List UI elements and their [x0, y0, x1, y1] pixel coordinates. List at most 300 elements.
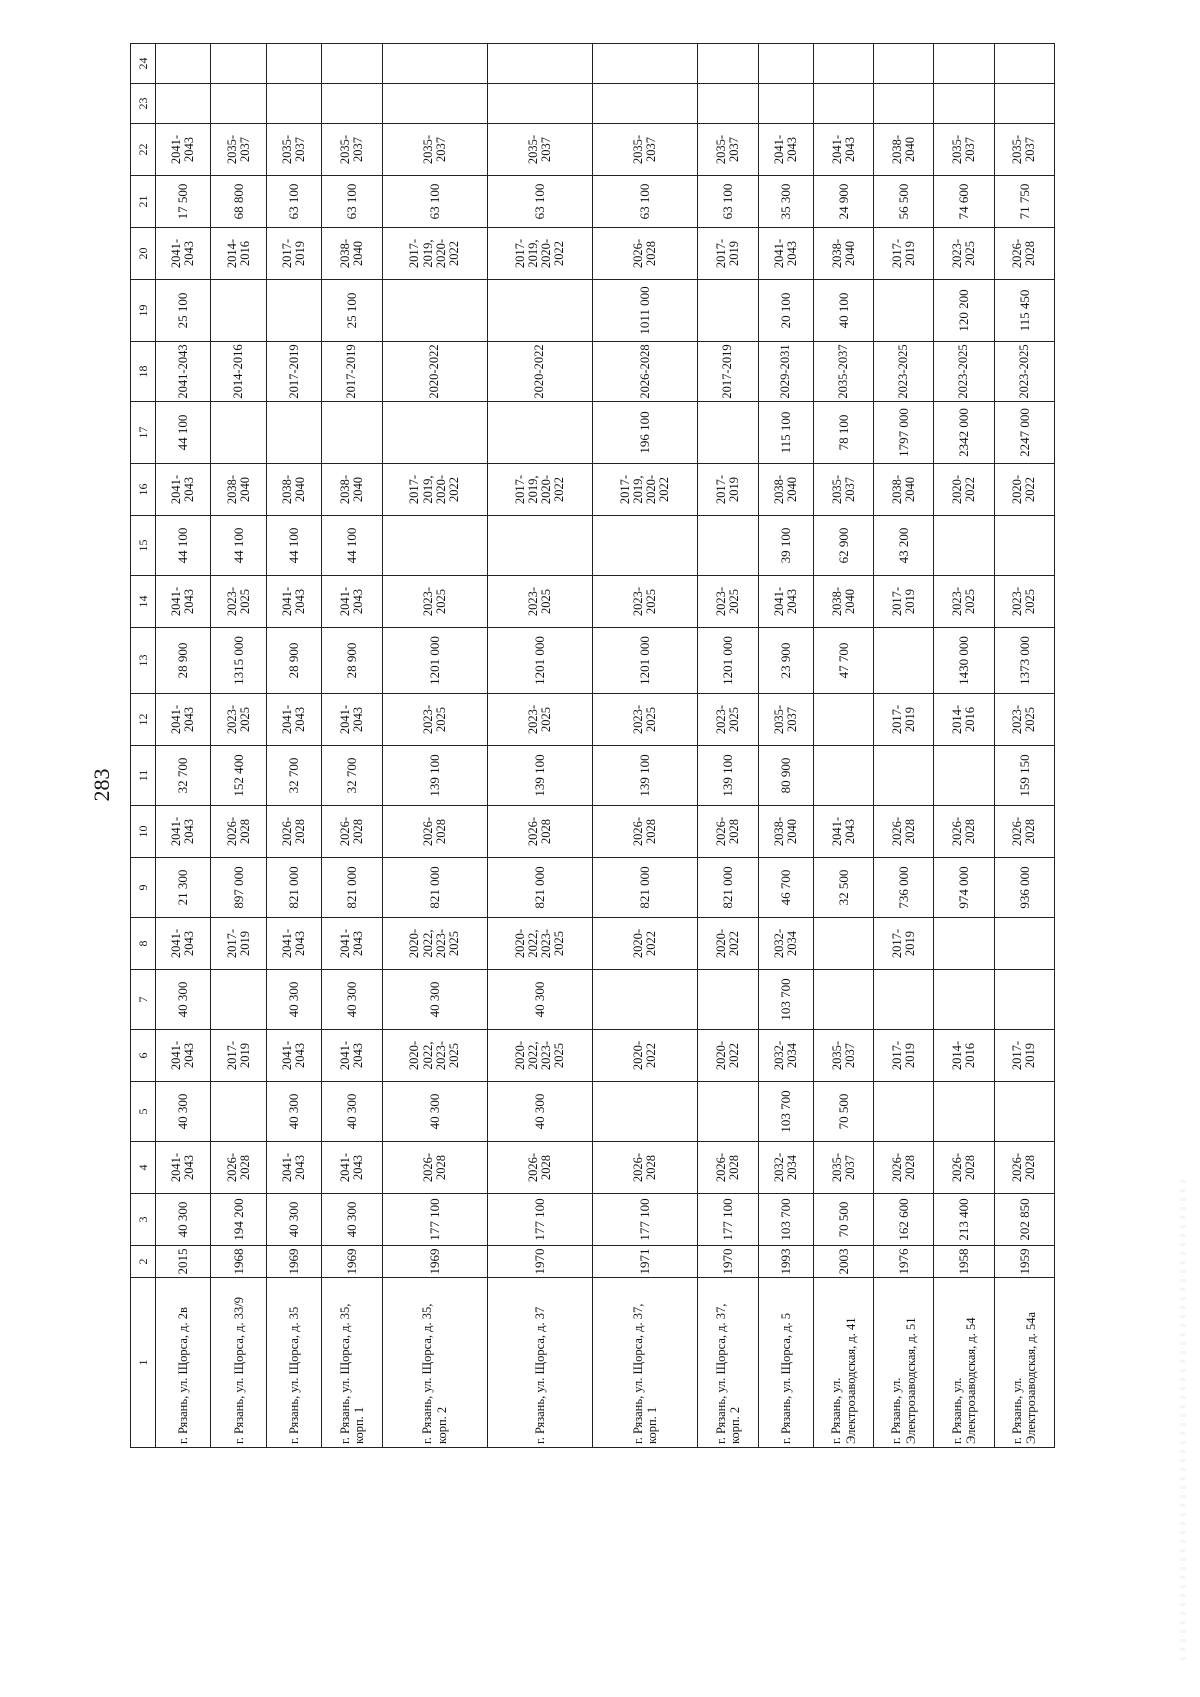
table-cell: 2041-2043 — [266, 576, 321, 628]
table-cell: 35 300 — [758, 176, 813, 228]
address-cell: г. Рязань, ул. Щорса, д. 35, корп. 2 — [382, 1278, 487, 1448]
table-cell: 2026-2028 — [487, 806, 592, 858]
table-cell: 40 300 — [266, 1194, 321, 1246]
table-cell: 2041-2043 — [322, 1142, 382, 1194]
table-cell — [156, 84, 211, 124]
table-cell: 120 200 — [934, 280, 994, 342]
table-cell: 2035-2037 — [934, 124, 994, 176]
table-cell: 2017-2019, 2020-2022 — [593, 464, 698, 516]
table-cell: 1797 000 — [874, 402, 934, 464]
table-cell — [698, 1082, 758, 1142]
table-cell — [698, 402, 758, 464]
table-cell: 2023-2025 — [487, 694, 592, 746]
table-cell: 2041-2043 — [266, 694, 321, 746]
table-cell: 2020-2022 — [593, 1030, 698, 1082]
table-cell: 2041-2043 — [266, 1142, 321, 1194]
table-row — [156, 44, 211, 1448]
table-cell: 2038-2040 — [874, 464, 934, 516]
table-cell: 23 900 — [758, 628, 813, 694]
column-header-15: 15 — [131, 516, 156, 576]
table-cell: 2026-2028 — [593, 228, 698, 280]
table-cell: 2035-2037 — [698, 124, 758, 176]
table-cell: 1969 — [322, 1246, 382, 1278]
table-cell: 1958 — [934, 1246, 994, 1278]
table-cell — [322, 84, 382, 124]
table-cell: 2020-2022 — [382, 342, 487, 402]
page-number: 283 — [89, 768, 114, 802]
table-cell — [934, 970, 994, 1030]
table-cell: 2026-2028 — [382, 806, 487, 858]
table-cell: 2014-2016 — [211, 342, 266, 402]
table-cell: 2026-2028 — [211, 806, 266, 858]
table-cell: 1011 000 — [593, 280, 698, 342]
table-cell: 2035-2037 — [266, 124, 321, 176]
table-cell: 70 500 — [814, 1082, 874, 1142]
table-cell: 1315 000 — [211, 628, 266, 694]
table-cell: 2017-2019 — [211, 1030, 266, 1082]
table-cell: 2017-2019 — [874, 576, 934, 628]
scan-edge-artifact — [1180, 1180, 1186, 1660]
table-cell: 2023-2025 — [593, 694, 698, 746]
column-header-9: 9 — [131, 858, 156, 918]
table-cell: 40 300 — [487, 970, 592, 1030]
table-cell: 202 850 — [994, 1194, 1054, 1246]
table-cell: 2041-2043 — [156, 918, 211, 970]
table-cell: 2017-2019, 2020-2022 — [487, 228, 592, 280]
table-cell: 25 100 — [322, 280, 382, 342]
table-cell — [814, 918, 874, 970]
table-cell: 2035-2037 — [758, 694, 813, 746]
table-cell: 2026-2028 — [934, 806, 994, 858]
table-cell: 2026-2028 — [593, 806, 698, 858]
column-header-12: 12 — [131, 694, 156, 746]
column-header-24: 24 — [131, 44, 156, 84]
table-cell — [487, 280, 592, 342]
table-cell: 2023-2025 — [934, 576, 994, 628]
address-cell: г. Рязань, ул. Электрозаводская, д. 54 — [934, 1278, 994, 1448]
table-cell: 2041-2043 — [758, 228, 813, 280]
table-cell: 2020-2022 — [698, 1030, 758, 1082]
table-cell — [382, 44, 487, 84]
table-cell — [211, 44, 266, 84]
table-cell — [487, 402, 592, 464]
table-cell: 897 000 — [211, 858, 266, 918]
table-cell: 1201 000 — [698, 628, 758, 694]
table-cell: 2026-2028 — [874, 1142, 934, 1194]
table-cell: 2014-2016 — [934, 1030, 994, 1082]
table-cell: 2020-2022 — [593, 918, 698, 970]
table-cell — [994, 516, 1054, 576]
header-row — [131, 44, 156, 1448]
table-cell: 25 100 — [156, 280, 211, 342]
table-row — [322, 44, 382, 1448]
table-cell: 32 700 — [156, 746, 211, 806]
table-cell — [156, 44, 211, 84]
table-cell: 40 300 — [266, 970, 321, 1030]
table-cell: 2038-2040 — [266, 464, 321, 516]
table-cell: 2041-2043 — [156, 228, 211, 280]
table-row — [934, 44, 994, 1448]
table-cell: 1959 — [994, 1246, 1054, 1278]
table-cell — [814, 970, 874, 1030]
table-cell: 74 600 — [934, 176, 994, 228]
table-cell — [382, 516, 487, 576]
table-cell: 974 000 — [934, 858, 994, 918]
table-cell — [266, 280, 321, 342]
table-cell — [211, 970, 266, 1030]
table-cell: 2247 000 — [994, 402, 1054, 464]
column-header-16: 16 — [131, 464, 156, 516]
table-cell: 63 100 — [593, 176, 698, 228]
table-cell: 40 300 — [156, 970, 211, 1030]
table-cell: 2032-2034 — [758, 1142, 813, 1194]
table-cell: 2017-2019 — [266, 342, 321, 402]
table-cell: 2026-2028 — [593, 342, 698, 402]
table-cell: 2041-2043 — [156, 124, 211, 176]
table-row — [487, 44, 592, 1448]
table-cell: 1993 — [758, 1246, 813, 1278]
table-body — [156, 44, 1055, 1448]
table-cell: 2035-2037 — [487, 124, 592, 176]
table-cell — [593, 516, 698, 576]
table-cell — [211, 1082, 266, 1142]
table-cell: 1970 — [698, 1246, 758, 1278]
table-cell: 2020-2022 — [934, 464, 994, 516]
table-cell — [211, 84, 266, 124]
table-cell: 2041-2043 — [758, 576, 813, 628]
table-cell — [266, 402, 321, 464]
table-cell — [382, 84, 487, 124]
address-cell: г. Рязань, ул. Электрозаводская, д. 51 — [874, 1278, 934, 1448]
table-cell: 2023-2025 — [382, 576, 487, 628]
table-cell: 2026-2028 — [698, 1142, 758, 1194]
table-cell: 821 000 — [698, 858, 758, 918]
table-cell: 2023-2025 — [211, 694, 266, 746]
table-cell: 2038-2040 — [814, 576, 874, 628]
table-cell — [211, 402, 266, 464]
table-cell: 21 300 — [156, 858, 211, 918]
address-cell: г. Рязань, ул. Щорса, д. 33/9 — [211, 1278, 266, 1448]
table-cell: 56 500 — [874, 176, 934, 228]
table-cell: 2041-2043 — [322, 918, 382, 970]
table-cell: 2038-2040 — [758, 464, 813, 516]
table-cell — [758, 44, 813, 84]
table-cell: 2041-2043 — [814, 124, 874, 176]
table-cell — [322, 402, 382, 464]
table-cell: 2023-2025 — [593, 576, 698, 628]
table-cell: 2038-2040 — [211, 464, 266, 516]
table-cell — [266, 84, 321, 124]
table-cell: 2017-2019 — [322, 342, 382, 402]
table-cell: 2041-2043 — [156, 1142, 211, 1194]
table-cell: 2017-2019 — [698, 228, 758, 280]
column-header-2: 2 — [131, 1246, 156, 1278]
column-header-23: 23 — [131, 84, 156, 124]
table-cell — [814, 84, 874, 124]
table-cell: 70 500 — [814, 1194, 874, 1246]
table-cell: 2017-2019 — [698, 342, 758, 402]
table-cell: 2023-2025 — [934, 342, 994, 402]
column-header-21: 21 — [131, 176, 156, 228]
table-cell: 821 000 — [382, 858, 487, 918]
table-cell: 115 450 — [994, 280, 1054, 342]
table-row — [593, 44, 698, 1448]
table-cell: 821 000 — [593, 858, 698, 918]
table-cell: 28 900 — [156, 628, 211, 694]
table-cell: 2023-2025 — [487, 576, 592, 628]
table-cell: 2017-2019 — [698, 464, 758, 516]
table-cell: 2023-2025 — [211, 576, 266, 628]
table-cell: 40 300 — [266, 1082, 321, 1142]
table-cell: 40 300 — [382, 970, 487, 1030]
table-cell — [994, 970, 1054, 1030]
table-cell: 40 100 — [814, 280, 874, 342]
table-cell: 2026-2028 — [266, 806, 321, 858]
table-cell: 2017-2019 — [874, 1030, 934, 1082]
table-cell: 736 000 — [874, 858, 934, 918]
table-cell: 1970 — [487, 1246, 592, 1278]
table-cell: 62 900 — [814, 516, 874, 576]
table-cell: 1201 000 — [487, 628, 592, 694]
table-cell — [874, 280, 934, 342]
table-cell: 2026-2028 — [874, 806, 934, 858]
table-cell: 2017-2019, 2020-2022 — [382, 228, 487, 280]
table-cell: 194 200 — [211, 1194, 266, 1246]
column-header-13: 13 — [131, 628, 156, 694]
table-cell — [814, 746, 874, 806]
table-cell: 2032-2034 — [758, 918, 813, 970]
table-cell — [994, 918, 1054, 970]
column-header-20: 20 — [131, 228, 156, 280]
table-cell: 43 200 — [874, 516, 934, 576]
table-cell: 2026-2028 — [934, 1142, 994, 1194]
table-cell: 2020-2022, 2023-2025 — [487, 1030, 592, 1082]
column-header-22: 22 — [131, 124, 156, 176]
table-cell: 2035-2037 — [593, 124, 698, 176]
schedule-table — [130, 43, 1055, 1448]
address-cell: г. Рязань, ул. Щорса, д. 35, корп. 1 — [322, 1278, 382, 1448]
table-cell: 2026-2028 — [698, 806, 758, 858]
table-cell: 2041-2043 — [156, 342, 211, 402]
column-header-5: 5 — [131, 1082, 156, 1142]
table-cell — [994, 1082, 1054, 1142]
table-cell: 2026-2028 — [322, 806, 382, 858]
table-cell — [698, 516, 758, 576]
table-cell: 2041-2043 — [156, 694, 211, 746]
table-cell — [814, 44, 874, 84]
table-cell: 2038-2040 — [758, 806, 813, 858]
table-cell — [487, 84, 592, 124]
table-cell: 2003 — [814, 1246, 874, 1278]
table-cell: 2041-2043 — [322, 1030, 382, 1082]
table-cell: 63 100 — [322, 176, 382, 228]
table-cell: 2026-2028 — [382, 1142, 487, 1194]
table-cell: 2026-2028 — [994, 1142, 1054, 1194]
table-cell: 2023-2025 — [994, 342, 1054, 402]
address-cell: г. Рязань, ул. Электрозаводская, д. 41 — [814, 1278, 874, 1448]
address-cell: г. Рязань, ул. Щорса, д. 2в — [156, 1278, 211, 1448]
table-cell: 2023-2025 — [994, 576, 1054, 628]
table-cell: 44 100 — [266, 516, 321, 576]
table-cell: 2029-2031 — [758, 342, 813, 402]
table-cell: 2035-2037 — [322, 124, 382, 176]
table-cell: 40 300 — [382, 1082, 487, 1142]
table-cell: 32 500 — [814, 858, 874, 918]
table-row — [874, 44, 934, 1448]
column-header-11: 11 — [131, 746, 156, 806]
table-cell — [874, 628, 934, 694]
table-cell — [266, 44, 321, 84]
table-row — [814, 44, 874, 1448]
table-cell — [593, 84, 698, 124]
column-header-14: 14 — [131, 576, 156, 628]
table-cell: 2041-2043 — [758, 124, 813, 176]
table-cell: 2026-2028 — [211, 1142, 266, 1194]
table-cell: 821 000 — [266, 858, 321, 918]
table-cell: 103 700 — [758, 1194, 813, 1246]
table-cell — [874, 1082, 934, 1142]
column-header-3: 3 — [131, 1194, 156, 1246]
column-header-17: 17 — [131, 402, 156, 464]
column-header-8: 8 — [131, 918, 156, 970]
column-header-6: 6 — [131, 1030, 156, 1082]
table-cell: 2035-2037 — [994, 124, 1054, 176]
table-cell: 2017-2019 — [266, 228, 321, 280]
table-cell: 115 100 — [758, 402, 813, 464]
table-cell: 2015 — [156, 1246, 211, 1278]
table-cell — [698, 84, 758, 124]
table-cell: 40 300 — [487, 1082, 592, 1142]
table-cell: 821 000 — [487, 858, 592, 918]
table-cell: 40 300 — [156, 1194, 211, 1246]
table-cell: 2035-2037 — [814, 1142, 874, 1194]
table-cell: 2020-2022, 2023-2025 — [382, 918, 487, 970]
table-cell: 44 100 — [322, 516, 382, 576]
table-cell — [934, 1082, 994, 1142]
table-cell: 2014-2016 — [934, 694, 994, 746]
table-cell: 2020-2022, 2023-2025 — [382, 1030, 487, 1082]
table-cell: 2038-2040 — [814, 228, 874, 280]
table-cell: 2020-2022 — [487, 342, 592, 402]
address-cell: г. Рязань, ул. Электрозаводская, д. 54а — [994, 1278, 1054, 1448]
table-cell: 1969 — [382, 1246, 487, 1278]
column-header-4: 4 — [131, 1142, 156, 1194]
table-cell: 2023-2025 — [994, 694, 1054, 746]
table-cell: 46 700 — [758, 858, 813, 918]
table-cell: 2041-2043 — [322, 694, 382, 746]
table-cell — [382, 402, 487, 464]
table-cell: 63 100 — [698, 176, 758, 228]
table-cell — [874, 746, 934, 806]
table-cell: 2017-2019 — [874, 228, 934, 280]
table-cell: 2038-2040 — [322, 464, 382, 516]
table-cell: 2035-2037 — [814, 464, 874, 516]
table-cell: 2020-2022, 2023-2025 — [487, 918, 592, 970]
table-cell — [382, 280, 487, 342]
table-cell: 2026-2028 — [994, 806, 1054, 858]
table-cell — [874, 970, 934, 1030]
table-cell: 2023-2025 — [698, 576, 758, 628]
table-row — [266, 44, 321, 1448]
table-cell: 20 100 — [758, 280, 813, 342]
table-cell: 2035-2037 — [211, 124, 266, 176]
column-header-18: 18 — [131, 342, 156, 402]
table-cell: 2035-2037 — [814, 342, 874, 402]
table-cell: 68 800 — [211, 176, 266, 228]
table-cell: 2041-2043 — [156, 464, 211, 516]
table-cell: 28 900 — [266, 628, 321, 694]
table-cell — [934, 746, 994, 806]
table-cell: 2017-2019 — [211, 918, 266, 970]
table-cell: 80 900 — [758, 746, 813, 806]
table-cell: 39 100 — [758, 516, 813, 576]
table-cell: 2038-2040 — [322, 228, 382, 280]
table-cell: 821 000 — [322, 858, 382, 918]
table-cell: 40 300 — [322, 970, 382, 1030]
table-cell: 2023-2025 — [934, 228, 994, 280]
table-cell: 152 400 — [211, 746, 266, 806]
table-cell: 28 900 — [322, 628, 382, 694]
address-cell: г. Рязань, ул. Щорса, д. 37, корп. 1 — [593, 1278, 698, 1448]
table-cell: 2041-2043 — [156, 576, 211, 628]
table-cell: 936 000 — [994, 858, 1054, 918]
table-cell — [934, 44, 994, 84]
table-cell: 196 100 — [593, 402, 698, 464]
column-header-10: 10 — [131, 806, 156, 858]
table-row — [211, 44, 266, 1448]
table-cell: 40 300 — [322, 1194, 382, 1246]
table-cell: 1430 000 — [934, 628, 994, 694]
table-row — [994, 44, 1054, 1448]
table-cell — [698, 970, 758, 1030]
table-cell: 1201 000 — [382, 628, 487, 694]
table-cell — [698, 280, 758, 342]
table-cell — [994, 44, 1054, 84]
table-cell: 78 100 — [814, 402, 874, 464]
table-cell: 2017-2019 — [994, 1030, 1054, 1082]
table-cell: 159 150 — [994, 746, 1054, 806]
table-cell: 2017-2019 — [874, 694, 934, 746]
table-cell: 2023-2025 — [382, 694, 487, 746]
table-cell — [487, 44, 592, 84]
table-cell: 44 100 — [156, 516, 211, 576]
table-cell: 139 100 — [698, 746, 758, 806]
table-cell — [874, 44, 934, 84]
table-cell: 44 100 — [211, 516, 266, 576]
table-cell: 103 700 — [758, 1082, 813, 1142]
table-cell — [698, 44, 758, 84]
table-cell: 2017-2019 — [874, 918, 934, 970]
table-cell: 2017-2019, 2020-2022 — [487, 464, 592, 516]
table-cell: 2026-2028 — [994, 228, 1054, 280]
table-row — [758, 44, 813, 1448]
table-cell: 177 100 — [487, 1194, 592, 1246]
table-cell: 2020-2022 — [698, 918, 758, 970]
table-cell: 2017-2019, 2020-2022 — [382, 464, 487, 516]
table-cell: 2041-2043 — [156, 806, 211, 858]
table-cell — [593, 1082, 698, 1142]
table-cell: 2026-2028 — [487, 1142, 592, 1194]
table-cell: 2041-2043 — [814, 806, 874, 858]
table-cell — [758, 84, 813, 124]
table-cell: 2035-2037 — [814, 1030, 874, 1082]
table-cell: 1976 — [874, 1246, 934, 1278]
table-cell — [211, 280, 266, 342]
table-cell: 44 100 — [156, 402, 211, 464]
table-cell: 71 750 — [994, 176, 1054, 228]
table-cell: 1201 000 — [593, 628, 698, 694]
table-cell: 63 100 — [266, 176, 321, 228]
